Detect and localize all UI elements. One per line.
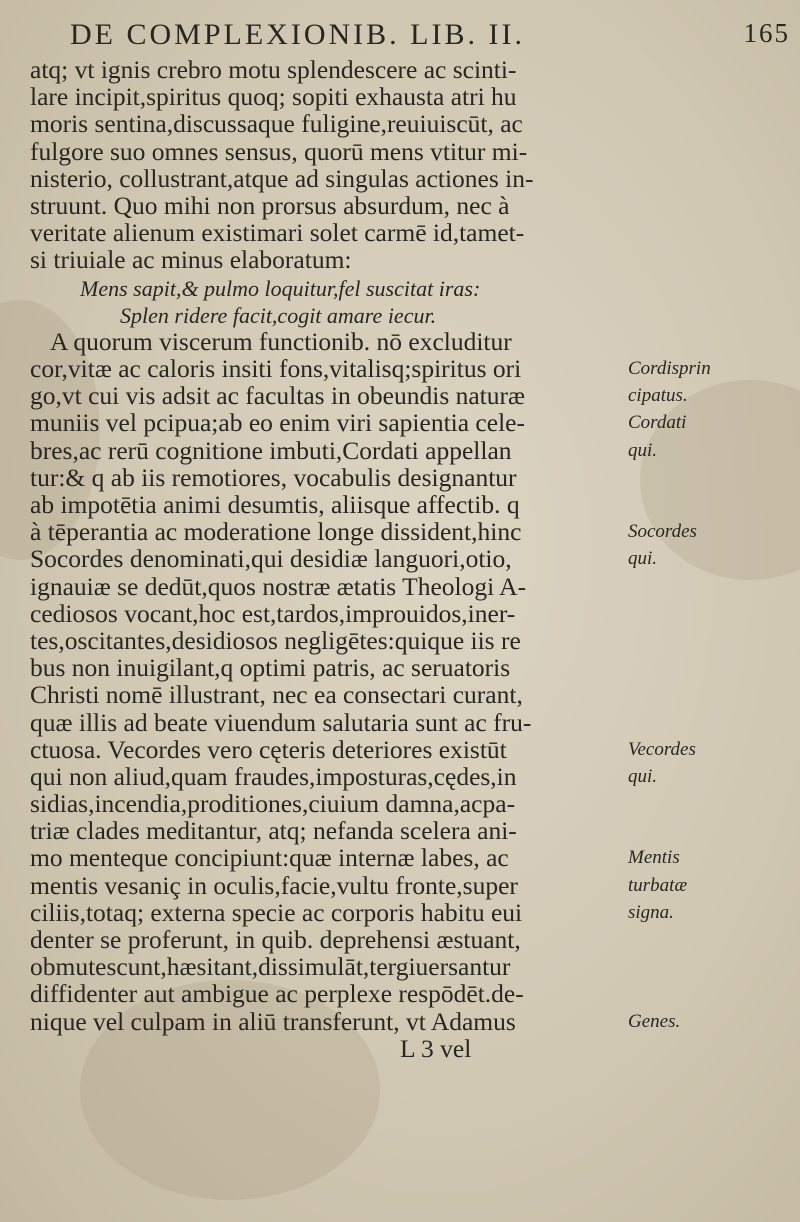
line-text: tes,oscitantes,desidiosos negligētes:quique iis re <box>30 625 521 655</box>
text-line <box>30 409 760 436</box>
text-line <box>30 709 760 736</box>
line-text: nisterio, collustrant,atque ad singulas actiones in- <box>30 163 534 193</box>
line-text: Splen ridere facit,cogit amare iecur. <box>120 302 437 328</box>
line-text: à tēperantia ac moderatione longe dissident,hinc <box>30 517 522 547</box>
text-line <box>30 844 760 871</box>
marginal-note: Cordati <box>628 412 687 434</box>
text-line <box>30 817 760 844</box>
line-text: si triuiale ac minus elaboratum: <box>30 245 352 275</box>
line-text: L 3 vel <box>400 1033 472 1063</box>
line-text: A quorum viscerum functionib. nō excluditur <box>50 326 512 356</box>
line-text: cediosos vocant,hoc est,tardos,improuidos,iner- <box>30 598 516 628</box>
line-text: Socordes denominati,qui desidiæ languori,otio, <box>30 544 512 574</box>
marginal-note: cipatus. <box>628 385 688 407</box>
text-line <box>30 980 760 1007</box>
text-line <box>30 1008 760 1035</box>
text-line <box>30 83 760 110</box>
text-line <box>30 138 760 165</box>
line-text: lare incipit,spiritus quoq; sopiti exhausta atri hu <box>30 82 517 112</box>
line-text: tur:& q ab iis remotiores, vocabulis designantur <box>30 462 517 492</box>
text-line <box>30 600 760 627</box>
running-title: DE COMPLEXIONIB. LIB. II. <box>70 18 525 51</box>
text-line <box>30 110 760 137</box>
line-text: sidias,incendia,proditiones,ciuium damna,acpa- <box>30 789 516 819</box>
line-text: muniis vel pcipua;ab eo enim viri sapientia cele- <box>30 408 525 438</box>
page-number: 165 <box>743 18 790 48</box>
line-text: bres,ac rerū cognitione imbuti,Cordati appellan <box>30 435 512 465</box>
line-text: atq; vt ignis crebro motu splendescere ac scinti- <box>30 55 517 84</box>
marginal-note: qui. <box>628 439 658 461</box>
text-line <box>30 355 760 382</box>
line-text: bus non inuigilant,q optimi patris, ac seruatoris <box>30 653 511 683</box>
text-line <box>30 790 760 817</box>
text-line <box>30 491 760 518</box>
text-line <box>30 246 760 273</box>
line-text: obmutescunt,hæsitant,dissimulāt,tergiuersantur <box>30 952 511 982</box>
text-line <box>30 545 760 572</box>
text-line <box>30 464 760 491</box>
text-line <box>30 274 760 301</box>
marginal-note: Mentis <box>628 847 680 869</box>
marginal-note: Genes. <box>628 1010 681 1032</box>
line-text: veritate alienum existimari solet carmē id,tamet- <box>30 218 525 248</box>
line-text: cor,vitæ ac caloris insiti fons,vitalisq;spiritus ori <box>30 354 522 384</box>
line-text: ab impotētia animi desumtis, aliisque affectib. q <box>30 490 520 519</box>
text-line <box>30 573 760 600</box>
marginal-note: qui. <box>628 548 658 570</box>
text-line <box>30 219 760 246</box>
text-line <box>30 1035 760 1062</box>
marginal-note: turbatæ <box>628 874 688 896</box>
text-line <box>30 736 760 763</box>
text-line <box>30 763 760 790</box>
line-text: denter se proferunt, in quib. deprehensi æstuant, <box>30 925 521 954</box>
text-line <box>30 192 760 219</box>
text-line <box>30 437 760 464</box>
marginal-note: Cordisprin <box>628 358 711 380</box>
marginal-note: Socordes <box>628 521 697 543</box>
page-header <box>70 18 790 52</box>
line-text: struunt. Quo mihi non prorsus absurdum, nec à <box>30 190 510 220</box>
marginal-note: Vecordes <box>628 738 696 760</box>
text-line <box>30 328 760 355</box>
line-text: mo menteque concipiunt:quæ internæ labes, ac <box>30 843 509 873</box>
line-text: ciliis,totaq; externa specie ac corporis habitu eui <box>30 897 523 927</box>
marginal-note: signa. <box>628 901 674 923</box>
text-line <box>30 627 760 654</box>
line-text: moris sentina,discussaque fuligine,reuiuiscūt, ac <box>30 109 523 139</box>
text-line <box>30 165 760 192</box>
line-text: ignauiæ se dedūt,quos nostræ ætatis Theologi A- <box>30 571 527 601</box>
text-line <box>30 518 760 545</box>
text-line <box>30 899 760 926</box>
line-text: go,vt cui vis adsit ac facultas in obeundis naturæ <box>30 381 526 411</box>
text-line <box>30 953 760 980</box>
line-text: triæ clades meditantur, atq; nefanda scelera ani- <box>30 816 517 846</box>
text-line <box>30 56 760 83</box>
line-text: fulgore suo omnes sensus, quorū mens vtitur mi- <box>30 136 528 166</box>
marginal-note: qui. <box>628 765 658 787</box>
line-text: quæ illis ad beate viuendum salutaria sunt ac fru- <box>30 707 532 737</box>
text-line <box>30 926 760 953</box>
text-line <box>30 872 760 899</box>
main-text-block <box>30 56 760 1062</box>
text-line <box>30 681 760 708</box>
text-line <box>30 382 760 409</box>
line-text: Christi nomē illustrant, nec ea consectari curant, <box>30 680 523 710</box>
line-text: mentis vesaniç in oculis,facie,vultu fronte,super <box>30 870 518 900</box>
line-text: diffidenter aut ambigue ac perplexe respōdēt.de- <box>30 979 524 1009</box>
line-text: nique vel culpam in aliū transferunt, vt Adamus <box>30 1006 516 1036</box>
line-text: ctuosa. Vecordes vero cęteris deteriores existūt <box>30 734 507 764</box>
line-text: qui non aliud,quam fraudes,imposturas,cędes,in <box>30 761 517 791</box>
text-line <box>30 654 760 681</box>
text-line <box>30 301 760 328</box>
line-text: Mens sapit,& pulmo loquitur,fel suscitat iras: <box>80 275 481 301</box>
